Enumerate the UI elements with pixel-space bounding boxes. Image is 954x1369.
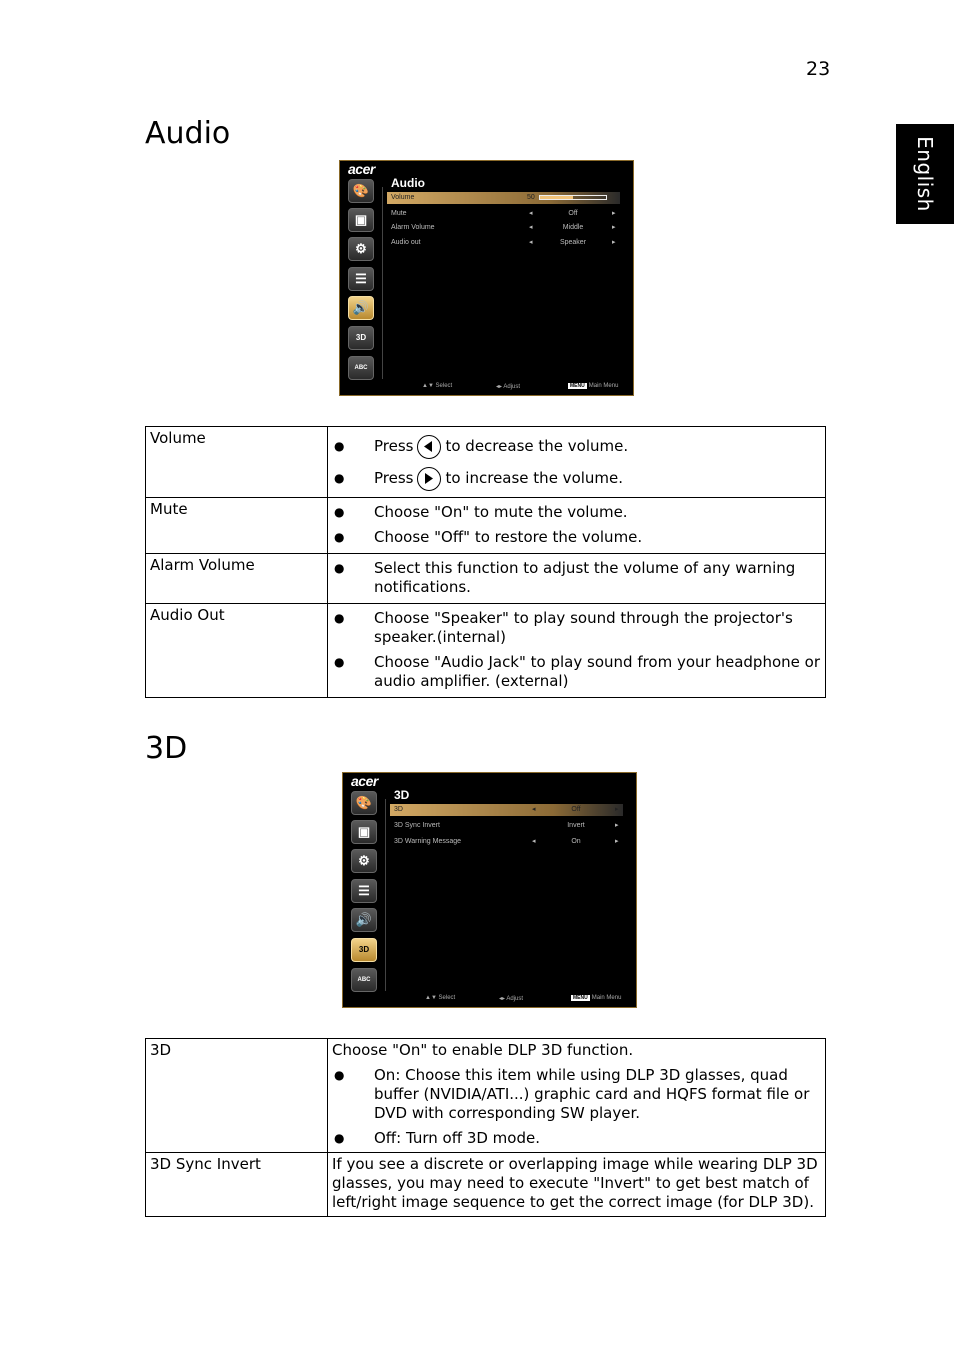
osd-row-label: 3D (394, 806, 403, 813)
osd-footer-main-menu: MENU Main Menu (573, 995, 622, 1001)
list-item: ● Choose "Audio Jack" to play sound from your headphone or audio amplifier. (external) (332, 653, 821, 691)
image-icon: ▣ (351, 820, 377, 844)
row-description (328, 604, 826, 698)
row-description: ● Press to decrease the volume. ● Press to increase the volume. (328, 427, 826, 498)
osd-footer-select: ▲▼ Select (425, 995, 456, 1001)
speaker-icon: 🔊 (348, 296, 374, 320)
row-description (328, 498, 826, 554)
language-tab-label: English (913, 136, 937, 212)
list-item: ● On: Choose this item while using DLP 3D glasses, quad buffer (NVIDIA/ATI...) graphic card and HQFS format file or DVD with corresponding SW player. (332, 1066, 821, 1123)
osd-row-audio-out (387, 237, 620, 249)
osd-row-value: Speaker (559, 239, 587, 246)
row-label: Audio Out (146, 604, 328, 698)
left-button-icon (417, 435, 441, 459)
sidebar-divider (385, 799, 386, 991)
right-arrow-icon: ▸ (612, 224, 616, 231)
osd-row-label: Volume (391, 194, 415, 201)
list-item: ● Choose "Off" to restore the volume. (332, 528, 821, 547)
row-label: 3D Sync Invert (146, 1153, 328, 1217)
osd-footer-main-menu: MENU Main Menu (570, 383, 619, 389)
osd-row-value: 50 (527, 194, 535, 201)
acer-logo: acer (351, 773, 378, 789)
right-arrow-icon: ▸ (615, 822, 619, 829)
table-row (146, 427, 826, 498)
row-description (328, 1039, 826, 1153)
osd-row-value: Off (571, 806, 581, 813)
left-arrow-icon: ◂ (529, 224, 533, 231)
speaker-icon: 🔊 (351, 908, 377, 932)
page-number: 23 (806, 58, 831, 80)
row-intro: Choose "On" to enable DLP 3D function. (332, 1041, 634, 1059)
sidebar-divider (382, 187, 383, 379)
osd-footer-adjust: ◂▸ Adjust (496, 384, 521, 390)
osd-row-3d (390, 804, 623, 816)
left-arrow-icon: ◂ (529, 239, 533, 246)
right-button-icon (417, 467, 441, 491)
osd-row-volume (387, 192, 620, 204)
3d-icon: 3D (348, 326, 374, 350)
left-arrow-icon: ◂ (532, 806, 536, 813)
right-arrow-icon: ▸ (612, 239, 616, 246)
palette-icon: 🎨 (348, 179, 374, 203)
osd-row-value: Off (568, 210, 578, 217)
osd-row-label: 3D Sync Invert (394, 822, 440, 829)
osd-row-value: On (571, 838, 581, 845)
palette-icon: 🎨 (351, 791, 377, 815)
osd-row-3d-warning-message (390, 836, 623, 848)
list-item: ● Choose "On" to mute the volume. (332, 503, 821, 522)
3d-section-title: 3D (145, 731, 188, 766)
3d-icon: 3D (351, 938, 377, 962)
list-item: ● Off: Turn off 3D mode. (332, 1129, 821, 1148)
row-description (328, 554, 826, 604)
list-item: ● Select this function to adjust the volume of any warning notifications. (332, 559, 821, 597)
left-arrow-icon: ◂ (529, 210, 533, 217)
management-icon: ☰ (348, 267, 374, 291)
gear-icon: ⚙ (351, 849, 377, 873)
osd-row-value: Invert (567, 822, 585, 829)
audio-osd-screenshot (339, 160, 634, 396)
row-label: Alarm Volume (146, 554, 328, 604)
osd-row-alarm-volume (387, 222, 620, 234)
row-label: Mute (146, 498, 328, 554)
osd-menu-title: 3D (394, 788, 410, 802)
volume-bar (539, 195, 607, 200)
osd-footer-adjust: ◂▸ Adjust (499, 996, 524, 1002)
table-row (146, 498, 826, 554)
audio-description-table (145, 426, 826, 698)
table-row (146, 604, 826, 698)
3d-osd-screenshot (342, 772, 637, 1008)
table-row (146, 1153, 826, 1217)
osd-row-3d-sync-invert (390, 820, 623, 832)
language-icon: ABC (351, 968, 377, 992)
language-tab (896, 124, 954, 224)
image-icon: ▣ (348, 208, 374, 232)
3d-description-table (145, 1038, 826, 1217)
osd-row-mute (387, 208, 620, 220)
osd-menu-title: Audio (391, 176, 425, 190)
osd-row-label: Mute (391, 210, 407, 217)
row-label: Volume (146, 427, 328, 498)
row-description: If you see a discrete or overlapping image while wearing DLP 3D glasses, you may need to execute "Invert" to get best match of left/right image sequence to get the correct image (for DLP 3D). (328, 1153, 826, 1217)
osd-row-value: Middle (562, 224, 584, 231)
osd-row-label: Audio out (391, 239, 421, 246)
language-icon: ABC (348, 356, 374, 380)
audio-section-title: Audio (145, 116, 231, 151)
right-arrow-icon: ▸ (612, 210, 616, 217)
osd-row-label: Alarm Volume (391, 224, 435, 231)
gear-icon: ⚙ (348, 237, 374, 261)
row-label: 3D (146, 1039, 328, 1153)
left-arrow-icon: ◂ (532, 838, 536, 845)
table-row (146, 1039, 826, 1153)
right-arrow-icon: ▸ (615, 838, 619, 845)
volume-bar-fill (540, 196, 573, 199)
osd-row-label: 3D Warning Message (394, 838, 462, 845)
acer-logo: acer (348, 161, 375, 177)
list-item: ● Choose "Speaker" to play sound through the projector's speaker.(internal) (332, 609, 821, 647)
management-icon: ☰ (351, 879, 377, 903)
osd-footer-select: ▲▼ Select (422, 383, 453, 389)
table-row (146, 554, 826, 604)
right-arrow-icon: ▸ (615, 806, 619, 813)
